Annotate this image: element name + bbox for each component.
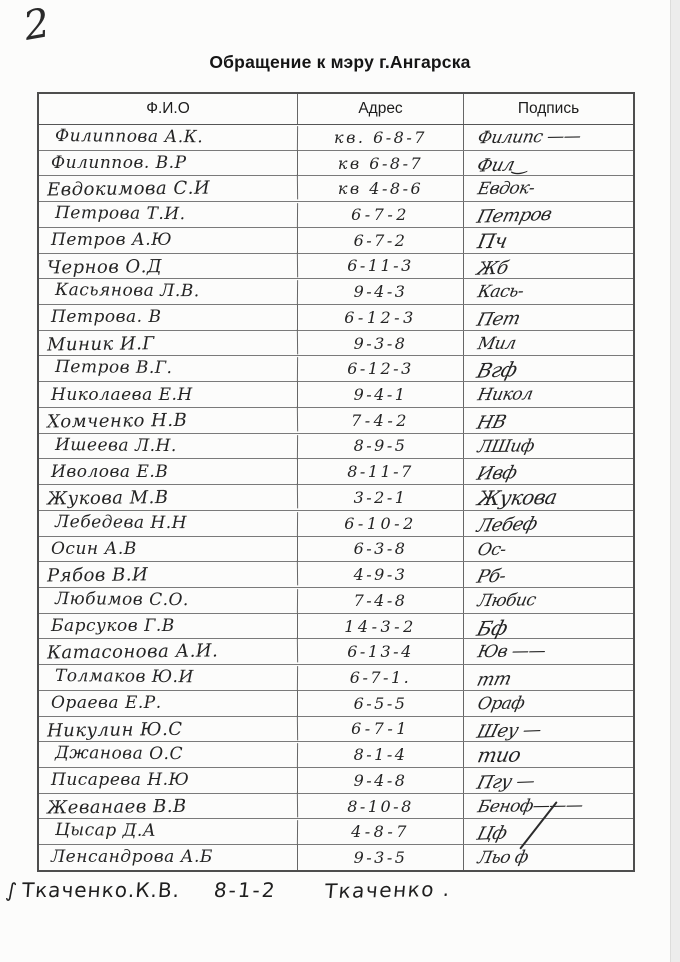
signature-cell: Ораф [475,693,527,715]
fio-cell: Толмаков Ю.И [39,664,298,691]
signature-cell: Жукова [475,485,559,511]
appended-signature: Ткаченко . [323,876,453,904]
address-cell: 6-7-2 [298,202,464,227]
signature-cell: Мил [475,333,518,355]
signature-cell: Ивф [474,462,520,485]
address-cell: 9-3-5 [298,845,464,870]
table-row [39,125,633,151]
address-cell: 6-7-1. [298,665,464,690]
fio-cell: Евдокимова С.И [39,175,298,203]
appended-fio: Ткаченко.К.В. [21,878,182,902]
fio-cell: Любимов С.О. [39,587,298,614]
signature-cell: Пч [475,228,510,254]
table-header-row [39,94,633,125]
table-row [39,665,633,691]
petition-table [37,92,635,872]
fio-cell: Жеванаев В.В [39,792,298,820]
fio-cell: Ишеева Л.Н. [39,432,298,459]
signature-cell: Евдок- [475,179,537,201]
table-row [39,742,633,768]
address-cell: 14-3-2 [298,614,464,639]
address-cell: 9-4-3 [298,279,464,304]
fio-cell: Лебедева Н.Н [39,510,298,537]
address-cell: 3-2-1 [298,485,464,510]
table-row [39,537,633,563]
signature-cell: Пгу — [474,770,537,794]
header-fio: Ф.И.О [39,94,298,124]
fio-cell: Филиппова А.К. [39,124,298,151]
table-row [39,151,633,177]
table-row [39,691,633,717]
table-row [39,768,633,794]
table-row [39,356,633,382]
table-row [39,639,633,665]
fio-cell: Миник И.Г [39,329,298,357]
signature-cell: Цф [474,822,509,845]
table-row [39,845,633,870]
header-address: Адрес [298,94,464,124]
fio-cell: Барсуков Г.В [39,614,298,639]
signature-cell: Фил‿ [474,153,531,177]
address-cell: 9-4-1 [298,382,464,407]
signature-cell: Филипс —— [475,126,583,149]
header-signature: Подпись [517,100,580,117]
table-row [39,254,633,280]
handwritten-page-number: 2 [20,0,54,50]
signature-cell: Беноф——— [475,795,585,818]
table-row [39,382,633,408]
page-title: Обращение к мэру г.Ангарска [209,52,471,72]
fio-cell: Петров В.Г. [39,355,298,382]
signature-cell: Ос- [475,539,508,561]
table-row [39,819,633,845]
signature-cell: Петров [474,203,554,228]
address-cell: 6-12-3 [298,305,464,330]
signature-cell: Жб [474,257,511,280]
address-cell: 6-12-3 [298,356,464,381]
table-row [39,305,633,331]
address-cell: 9-3-8 [298,331,464,356]
address-cell: 6-7-2 [298,228,464,253]
signature-cell: НВ [474,411,509,434]
signature-cell: Шеу — [474,718,544,743]
address-cell: 7-4-2 [298,408,464,433]
address-cell: 6-3-8 [298,537,464,562]
table-row [39,459,633,485]
address-cell: 8-11-7 [298,459,464,484]
fio-cell: Джанова О.С [39,741,298,768]
signature-cell: Вгф [474,358,520,384]
fio-cell: Иволова Е.В [39,459,298,484]
address-cell: 7-4-8 [298,588,464,613]
appended-entry [6,878,451,902]
signature-cell: тио [475,743,523,768]
fio-cell: Филиппов. В.Р [39,151,298,176]
address-cell: 9-4-8 [298,768,464,793]
fio-cell: Катасонова А.И. [39,638,298,666]
address-cell: 8-1-4 [298,742,464,767]
fio-cell: Николаева Е.Н [39,382,298,407]
signature-cell: Любис [475,590,538,612]
fio-cell: Никулин Ю.С [39,715,298,743]
fio-cell: Ораева Е.Р. [39,691,298,716]
signature-cell: ЛШиф [475,436,536,458]
signature-cell: Никол [475,384,535,406]
fio-cell: Ленсандрова А.Б [39,845,298,870]
table-row [39,717,633,743]
table-row [39,562,633,588]
signature-cell: Рб- [474,565,508,588]
fio-cell: Чернов О.Д [39,252,298,280]
fio-cell: Писарева Н.Ю [39,768,298,793]
signature-cell: Пет [474,307,523,331]
table-row [39,434,633,460]
fio-cell: Касьянова Л.В. [39,278,298,305]
table-row [39,331,633,357]
fio-cell: Жукова М.В [39,483,298,511]
table-row [39,588,633,614]
signature-cell: Юв —— [475,641,548,663]
fio-cell: Цысар Д.А [39,818,298,845]
fio-cell: Петров А.Ю [39,228,298,253]
signature-cell: тт [474,668,514,691]
address-cell: кв. 6-8-7 [298,125,464,150]
table-row [39,202,633,228]
address-cell: 6-7-1 [298,717,464,742]
address-cell: 6-10-2 [298,511,464,536]
table-row [39,228,633,254]
address-cell: кв 6-8-7 [298,151,464,176]
table-row [39,176,633,202]
fio-cell: Хомченко Н.В [39,406,298,434]
signature-cell: Бф [474,615,510,641]
signature-cell: Кась- [475,282,526,303]
fio-cell: Рябов В.И [39,561,298,589]
address-cell: кв 4-8-6 [298,176,464,201]
table-row [39,485,633,511]
table-body [39,125,633,870]
table-row [39,614,633,640]
fio-cell: Петрова. В [39,305,298,330]
table-row [39,408,633,434]
appended-address: 8-1-2 [213,878,279,902]
fio-cell: Петрова Т.И. [39,201,298,228]
address-cell: 4-9-3 [298,562,464,587]
margin-mark: ∫ [4,877,19,903]
scan-edge-artifact [670,0,680,962]
signature-cell: Лебеф [474,513,540,537]
address-cell: 6-11-3 [298,254,464,279]
fio-cell: Осин А.В [39,537,298,562]
address-cell: 8-9-5 [298,434,464,459]
address-cell: 6-5-5 [298,691,464,716]
table-row [39,279,633,305]
table-row [39,511,633,537]
address-cell: 6-13-4 [298,639,464,664]
address-cell: 8-10-8 [298,794,464,819]
signature-cell: Льо ф [475,847,530,869]
address-cell: 4-8-7 [298,819,464,844]
